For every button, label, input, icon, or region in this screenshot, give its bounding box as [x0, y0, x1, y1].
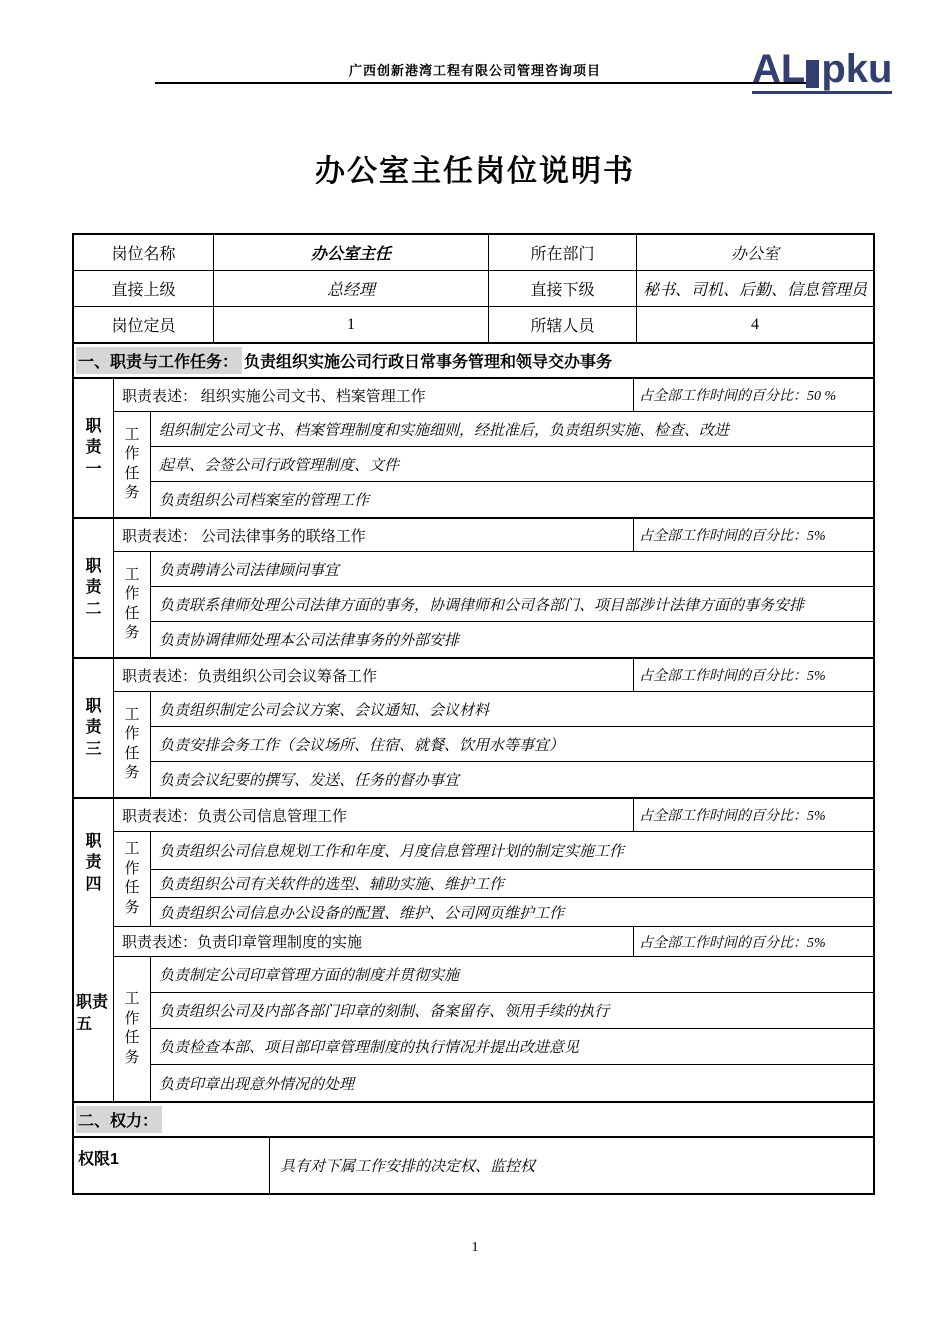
info-label-subordinates: 直接下级 [489, 271, 637, 306]
section-heading-duties [74, 344, 873, 379]
duty-3-task-header-cell [114, 692, 151, 797]
duty-4-task-header: 工作任务 [124, 841, 140, 916]
duty-3-time-percent: 占全部工作时间的百分比：5% [633, 659, 873, 691]
task-item: 负责组织公司信息办公设备的配置、维护、公司网页维护工作 [159, 905, 565, 922]
duty-1-label: 职责一 [85, 417, 102, 478]
duty-1-label-cell [74, 379, 114, 517]
page-title: 办公室主任岗位说明书 [315, 155, 635, 188]
duty-4-statement: 职责表述：负责公司信息管理工作 [122, 808, 348, 825]
info-value-staff-managed: 4 [751, 315, 759, 333]
section1-label: 一、职责与工作任务： [76, 347, 242, 374]
info-value-department: 办公室 [730, 246, 779, 263]
allpku-logo [752, 42, 892, 94]
header-rule [155, 82, 812, 84]
duty-4-body [114, 799, 873, 927]
job-description-table [72, 233, 875, 1195]
duty-1-body [114, 379, 873, 517]
info-row-headcount [74, 307, 873, 344]
duty-3-statement: 职责表述：负责组织公司会议筹备工作 [122, 668, 378, 685]
duty-1-task-header: 工作任务 [124, 426, 140, 501]
duty-block-3 [74, 659, 873, 799]
task-item: 负责组织公司及内部各部门印章的刻制、备案留存、领用手续的执行 [151, 993, 873, 1029]
duty-2-label: 职责二 [85, 557, 102, 618]
duty-5-task-header-cell [114, 957, 151, 1101]
duty-1-statement-row [114, 379, 873, 412]
duty-5-task-header: 工作任务 [124, 991, 140, 1066]
logo-text-left: AL [752, 47, 806, 91]
duty-1-time-percent: 占全部工作时间的百分比：50 % [633, 379, 873, 411]
logo-text-right: pku [821, 47, 893, 91]
duty-3-label-cell [74, 659, 114, 797]
duty-5-time-percent: 占全部工作时间的百分比：5% [633, 927, 873, 956]
task-item: 组织制定公司文书、档案管理制度和实施细则，经批准后，负责组织实施、检查、改进 [151, 412, 873, 447]
duty-5-body [114, 927, 873, 1101]
duty-5-statement-row [114, 927, 873, 957]
duty-2-statement-row [114, 519, 873, 552]
section-heading-authority [74, 1103, 873, 1138]
duty-1-statement: 职责表述： 组织实施公司文书、档案管理工作 [122, 388, 426, 405]
info-label-headcount: 岗位定员 [74, 307, 214, 342]
task-item: 负责会议纪要的撰写、发送、任务的督办事宜 [159, 773, 460, 789]
section2-label: 二、权力： [76, 1106, 162, 1133]
task-item: 负责组织制定公司会议方案、会议通知、会议材料 [151, 692, 873, 727]
info-value-position-name: 办公室主任 [214, 235, 489, 270]
duty-3-task-header: 工作任务 [124, 706, 140, 781]
task-item: 负责联系律师处理公司法律方面的事务，协调律师和公司各部门、项目部涉计法律方面的事务安排 [151, 587, 873, 622]
duty-5-tasks [114, 957, 873, 1101]
authority-label: 权限1 [74, 1138, 270, 1193]
duty-3-statement-row [114, 659, 873, 692]
duty-1-tasks [114, 412, 873, 517]
duty-3-label: 职责三 [85, 697, 102, 758]
info-label-superior: 直接上级 [74, 271, 214, 306]
task-item: 负责制定公司印章管理方面的制度并贯彻实施 [151, 957, 873, 993]
authority-row-1 [74, 1138, 873, 1193]
duty-2-label-cell [74, 519, 114, 657]
duty-block-2 [74, 519, 873, 659]
task-item: 负责安排会务工作（会议场所、住宿、就餐、饮用水等事宜） [151, 727, 873, 762]
authority-text: 具有对下属工作安排的决定权、监控权 [280, 1159, 536, 1175]
info-label-staff-managed: 所辖人员 [489, 307, 637, 342]
task-item: 负责检查本部、项目部印章管理制度的执行情况并提出改进意见 [151, 1029, 873, 1065]
duty-5-label-cell [74, 927, 114, 1101]
duty-4-time-percent: 占全部工作时间的百分比：5% [633, 799, 873, 831]
header-project-title: 广西创新港湾工程有限公司管理咨询项目 [348, 63, 601, 78]
task-item: 负责聘请公司法律顾问事宜 [151, 552, 873, 587]
info-row-position [74, 235, 873, 271]
info-label-department: 所在部门 [489, 235, 637, 270]
duty-2-statement: 职责表述： 公司法律事务的联络工作 [122, 528, 366, 545]
task-item: 负责组织公司信息规划工作和年度、月度信息管理计划的制定实施工作 [151, 832, 873, 870]
duty-2-time-percent: 占全部工作时间的百分比：5% [633, 519, 873, 551]
duty-3-tasks [114, 692, 873, 797]
task-item: 起草、会签公司行政管理制度、文件 [151, 447, 873, 482]
duty-block-1 [74, 379, 873, 519]
info-value-headcount: 1 [214, 307, 489, 342]
duty-4-label: 职责四 [85, 832, 102, 893]
duty-block-5 [74, 927, 873, 1103]
task-item: 负责组织公司档案室的管理工作 [159, 493, 370, 509]
duty-2-task-header: 工作任务 [124, 566, 140, 641]
duty-4-tasks [114, 832, 873, 926]
duty-5-label: 职责五 [76, 994, 109, 1033]
duty-5-statement: 职责表述：负责印章管理制度的实施 [122, 935, 363, 951]
duty-4-label-cell [74, 799, 114, 927]
duty-4-task-header-cell [114, 832, 151, 926]
task-item: 负责协调律师处理本公司法律事务的外部安排 [159, 633, 460, 649]
task-item: 负责组织公司有关软件的选型、辅助实施、维护工作 [151, 870, 873, 898]
info-row-reporting [74, 271, 873, 307]
logo-block-glyph [806, 60, 819, 88]
page-number: 1 [471, 1240, 479, 1255]
duty-1-task-header-cell [114, 412, 151, 517]
duty-2-task-header-cell [114, 552, 151, 657]
info-label-position-name: 岗位名称 [74, 235, 214, 270]
duty-4-statement-row [114, 799, 873, 832]
duty-2-tasks [114, 552, 873, 657]
section1-summary: 负责组织实施公司行政日常事务管理和领导交办事务 [244, 354, 613, 371]
duty-3-body [114, 659, 873, 797]
duty-2-body [114, 519, 873, 657]
duty-block-4 [74, 799, 873, 927]
info-value-subordinates: 秘书、司机、后勤、信息管理员 [642, 282, 867, 299]
task-item: 负责印章出现意外情况的处理 [159, 1076, 355, 1093]
info-value-superior: 总经理 [214, 271, 489, 306]
